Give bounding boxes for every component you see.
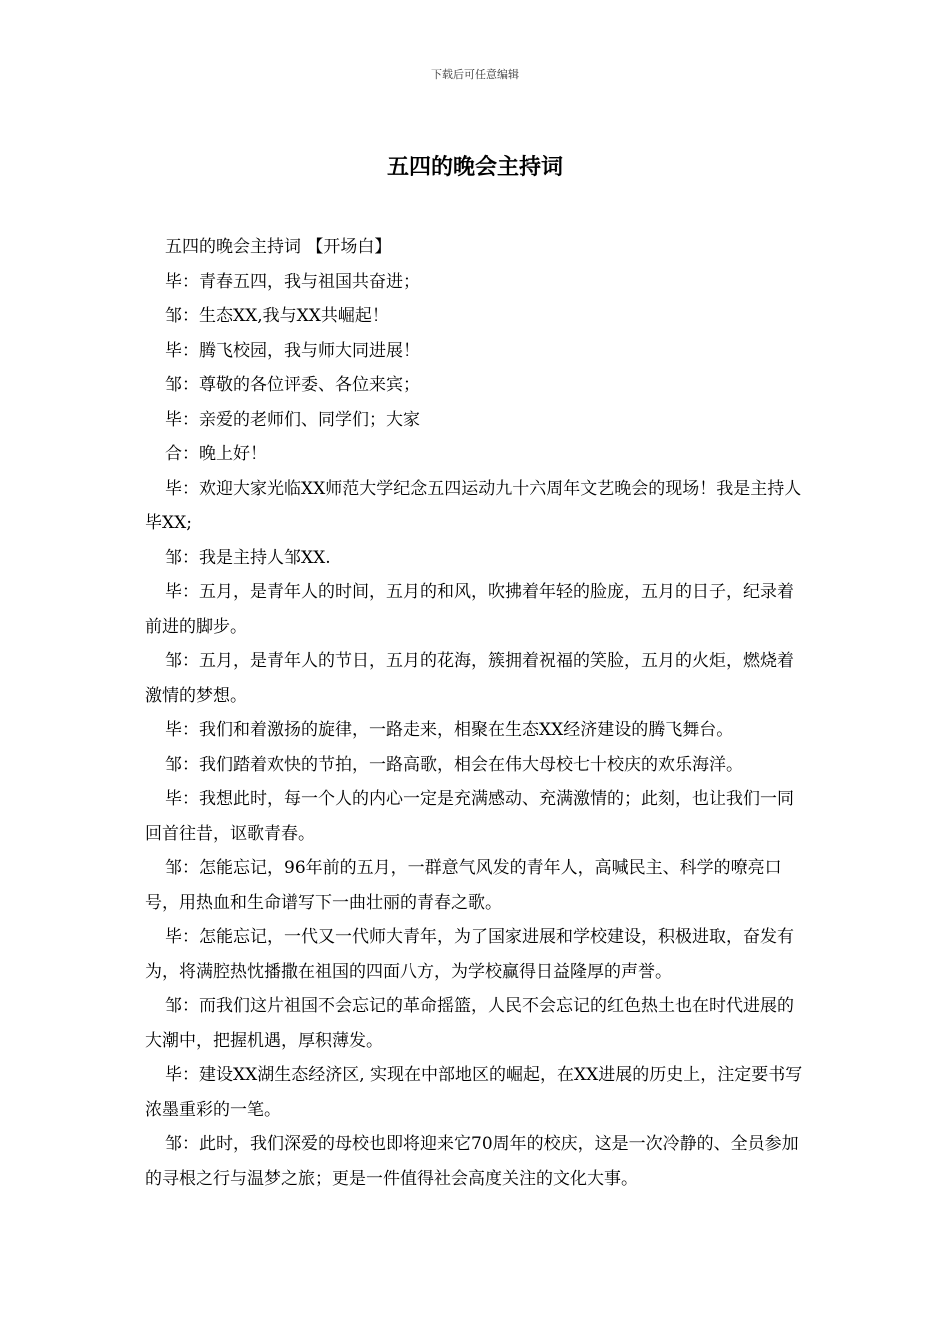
paragraph: 毕：亲爱的老师们、同学们；大家 xyxy=(165,409,420,430)
document-title: 五四的晚会主持词 xyxy=(386,154,563,180)
paragraph: 毕：怎能忘记，一代又一代师大青年，为了国家进展和学校建设，积极进取，奋发有为，将满腔热忱播撒在祖国的四面八方，为学校赢得日益隆厚的声誉。 xyxy=(145,927,794,982)
header-note: 下载后可任意编辑 xyxy=(431,68,519,81)
paragraph: 邹：五月，是青年人的节日，五月的花海，簇拥着祝福的笑脸，五月的火炬，燃烧着激情的梦想。 xyxy=(145,651,794,706)
paragraph: 毕：我们和着激扬的旋律，一路走来，相聚在生态XX经济建设的腾飞舞台。 xyxy=(165,720,734,740)
document-body xyxy=(145,230,807,1196)
paragraph: 邹：此时，我们深爱的母校也即将迎来它70周年的校庆，这是一次冷静的、全员参加的寻根之行与温梦之旅；更是一件值得社会高度关注的文化大事。 xyxy=(145,1134,799,1189)
paragraph: 邹：尊敬的各位评委、各位来宾； xyxy=(165,375,420,395)
paragraph: 毕：五月，是青年人的时间，五月的和风，吹拂着年轻的脸庞，五月的日子，纪录着前进的脚步。 xyxy=(145,582,794,637)
paragraph: 邹：而我们这片祖国不会忘记的革命摇篮，人民不会忘记的红色热土也在时代进展的大潮中，把握机遇，厚积薄发。 xyxy=(145,996,794,1051)
paragraph: 五四的晚会主持词 【开场白】 xyxy=(165,237,392,257)
paragraph: 毕：青春五四，我与祖国共奋进； xyxy=(165,271,420,292)
paragraph: 毕：建设XX湖生态经济区, 实现在中部地区的崛起，在XX进展的历史上，注定要书写浓墨重彩的一笔。 xyxy=(145,1065,803,1120)
paragraph: 毕：欢迎大家光临XX师范大学纪念五四运动九十六周年文艺晚会的现场！我是主持人毕XX; xyxy=(145,478,802,533)
paragraph: 合：晚上好！ xyxy=(165,444,267,464)
paragraph: 邹：生态XX,我与XX共崛起！ xyxy=(165,306,389,326)
paragraph: 毕：腾飞校园，我与师大同进展！ xyxy=(165,340,420,361)
paragraph: 邹：怎能忘记，96年前的五月，一群意气风发的青年人，高喊民主、科学的嘹亮口号，用热血和生命谱写下一曲壮丽的青春之歌。 xyxy=(145,858,782,913)
paragraph: 邹：我是主持人邹XX. xyxy=(165,547,331,568)
paragraph: 邹：我们踏着欢快的节拍，一路高歌，相会在伟大母校七十校庆的欢乐海洋。 xyxy=(165,754,743,775)
paragraph: 毕：我想此时，每一个人的内心一定是充满感动、充满激情的；此刻，也让我们一同回首往昔，讴歌青春。 xyxy=(145,789,794,844)
